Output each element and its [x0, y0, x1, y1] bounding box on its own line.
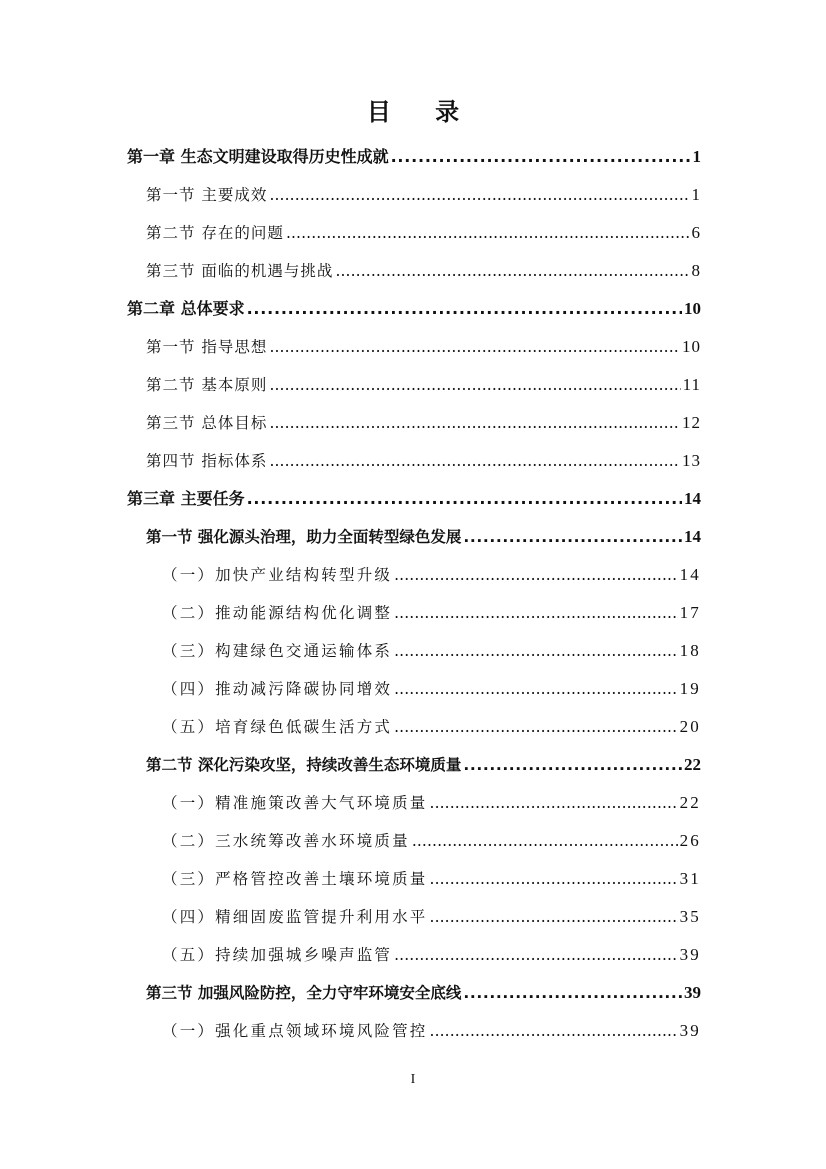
leader-dots	[394, 712, 677, 742]
toc-entry-subsection[interactable]	[162, 1016, 701, 1046]
leader-dots	[286, 218, 690, 248]
leader-dots	[430, 788, 678, 818]
toc-entry-section[interactable]	[146, 180, 701, 210]
toc-entry-page: 1	[691, 185, 701, 204]
toc-entry-subsection[interactable]	[162, 636, 701, 666]
leader-dots	[394, 940, 677, 970]
toc-entry-label: 第一章 生态文明建设取得历史性成就	[127, 147, 389, 166]
leader-dots	[269, 446, 680, 476]
toc-title: 目 录	[366, 98, 478, 126]
toc-entry-subsection[interactable]	[162, 712, 701, 742]
leader-dots	[269, 408, 680, 438]
page-number: I	[410, 1072, 416, 1087]
toc-entry-label: （一）加快产业结构转型升级	[162, 566, 393, 584]
leader-dots	[394, 674, 677, 704]
toc-entry-subsection[interactable]	[162, 788, 701, 818]
leader-dots	[463, 522, 682, 552]
leader-dots	[430, 864, 678, 894]
leader-dots	[463, 978, 682, 1008]
toc-entry-label: 第二节 深化污染攻坚，持续改善生态环境质量	[146, 756, 462, 774]
toc-entry-subsection[interactable]	[162, 826, 701, 856]
toc-entry-label: （三）构建绿色交通运输体系	[162, 642, 393, 660]
toc-entry-page: 10	[682, 337, 701, 356]
toc-entry-page: 31	[679, 869, 701, 888]
leader-dots	[391, 142, 691, 172]
toc-entry-page: 18	[679, 641, 701, 660]
leader-dots	[269, 370, 680, 400]
toc-entry-subsection[interactable]	[162, 940, 701, 970]
leader-dots	[335, 256, 689, 286]
toc-entry-section[interactable]	[146, 218, 701, 248]
leader-dots	[394, 636, 677, 666]
toc-entry-page: 39	[679, 945, 701, 964]
toc-entry-page: 17	[679, 603, 701, 622]
toc-entry-section-bold[interactable]	[146, 522, 701, 552]
toc-entry-label: 第一节 指导思想	[146, 338, 268, 356]
toc-entry-label: 第二章 总体要求	[127, 299, 245, 318]
toc-entry-page: 12	[682, 413, 701, 432]
leader-dots	[247, 484, 682, 514]
toc-entry-page: 22	[684, 755, 701, 774]
toc-entry-section[interactable]	[146, 370, 701, 400]
toc-entry-label: （一）强化重点领域环境风险管控	[162, 1022, 428, 1040]
toc-entry-label: 第二节 基本原则	[146, 376, 268, 394]
toc-entry-page: 11	[682, 375, 701, 394]
toc-entry-section[interactable]	[146, 332, 701, 362]
toc-entry-page: 10	[684, 299, 701, 318]
toc-entry-label: 第三章 主要任务	[127, 489, 245, 508]
toc-entry-page: 22	[679, 793, 701, 812]
leader-dots	[430, 1016, 678, 1046]
toc-entry-subsection[interactable]	[162, 674, 701, 704]
toc-entry-chapter-2[interactable]	[127, 294, 701, 324]
toc-entry-page: 14	[679, 565, 701, 584]
toc-entry-label: 第一节 主要成效	[146, 186, 268, 204]
toc-entry-label: 第三节 总体目标	[146, 414, 268, 432]
leader-dots	[394, 560, 677, 590]
leader-dots	[269, 180, 689, 210]
toc-entry-label: （五）培育绿色低碳生活方式	[162, 718, 393, 736]
toc-entry-section-bold[interactable]	[146, 978, 701, 1008]
toc-entry-subsection[interactable]	[162, 902, 701, 932]
toc-entry-page: 20	[679, 717, 701, 736]
toc-entry-page: 13	[682, 451, 701, 470]
toc-entry-label: 第二节 存在的问题	[146, 224, 284, 242]
toc-entry-subsection[interactable]	[162, 560, 701, 590]
toc-entry-page: 39	[679, 1021, 701, 1040]
leader-dots	[247, 294, 682, 324]
toc-entry-section[interactable]	[146, 408, 701, 438]
toc-entry-label: 第三节 面临的机遇与挑战	[146, 262, 334, 280]
toc-entry-page: 8	[691, 261, 701, 280]
toc-entry-page: 39	[684, 983, 701, 1002]
toc-entry-section[interactable]	[146, 446, 701, 476]
leader-dots	[463, 750, 682, 780]
toc-entry-label: （四）推动减污降碳协同增效	[162, 680, 393, 698]
toc-entry-section-bold[interactable]	[146, 750, 701, 780]
leader-dots	[269, 332, 680, 362]
toc-entry-page: 35	[679, 907, 701, 926]
toc-entry-page: 14	[684, 527, 701, 546]
toc-entry-label: （四）精细固废监管提升利用水平	[162, 908, 428, 926]
toc-entry-subsection[interactable]	[162, 598, 701, 628]
toc-entry-page: 14	[684, 489, 701, 508]
toc-entry-section[interactable]	[146, 256, 701, 286]
toc-entry-label: 第一节 强化源头治理，助力全面转型绿色发展	[146, 528, 462, 546]
toc-entry-label: 第四节 指标体系	[146, 452, 268, 470]
toc-entry-page: 19	[679, 679, 701, 698]
leader-dots	[394, 598, 677, 628]
toc-entry-chapter-1[interactable]	[127, 142, 701, 172]
toc-entry-label: 第三节 加强风险防控，全力守牢环境安全底线	[146, 984, 462, 1002]
toc-entry-label: （五）持续加强城乡噪声监管	[162, 946, 393, 964]
toc-entry-label: （二）推动能源结构优化调整	[162, 604, 393, 622]
leader-dots	[430, 902, 678, 932]
toc-entry-page: 26	[679, 831, 701, 850]
toc-entry-page: 6	[691, 223, 701, 242]
toc-entry-label: （一）精准施策改善大气环境质量	[162, 794, 428, 812]
toc-entry-subsection[interactable]	[162, 864, 701, 894]
toc-entry-label: （三）严格管控改善土壤环境质量	[162, 870, 428, 888]
toc-entry-page: 1	[692, 147, 701, 166]
toc-entry-chapter-3[interactable]	[127, 484, 701, 514]
toc-entry-label: （二）三水统筹改善水环境质量	[162, 832, 410, 850]
leader-dots	[412, 826, 678, 856]
